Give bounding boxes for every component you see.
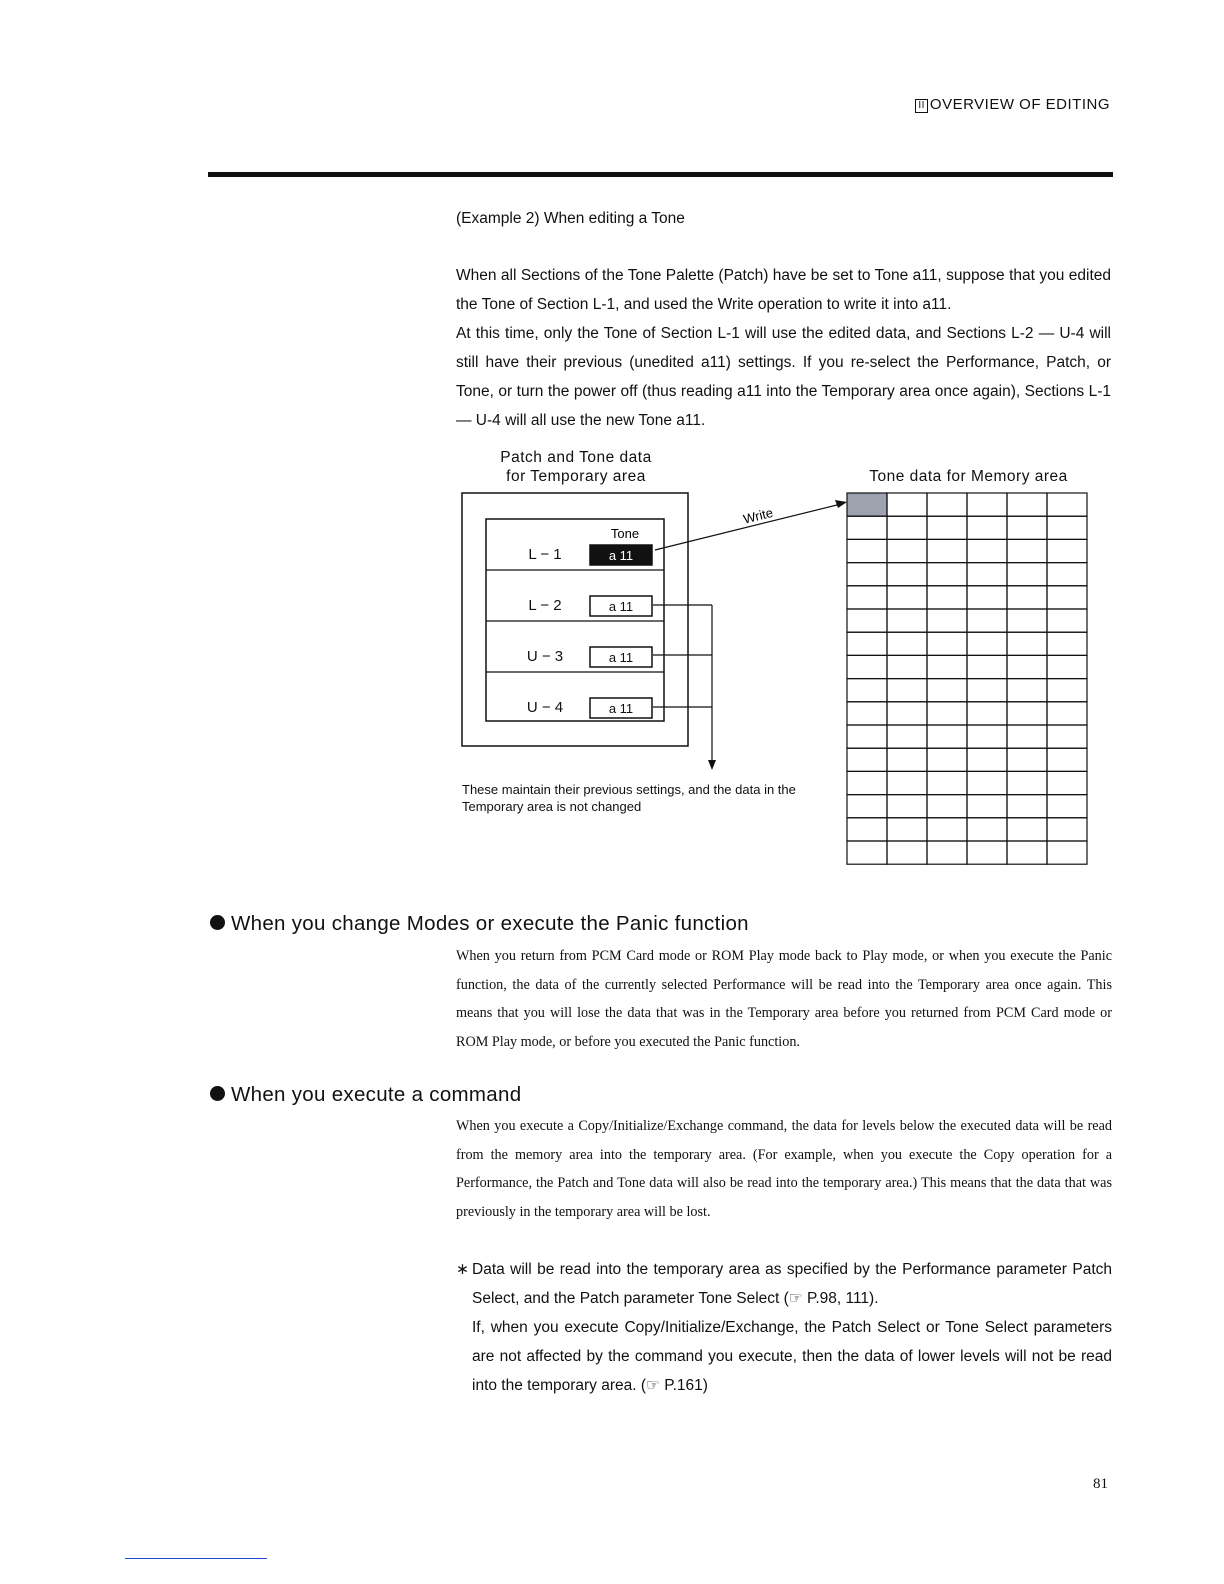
temporary-area-label [476,448,676,486]
heading-change-modes [210,912,749,936]
change-modes-body: When you return from PCM Card mode or ROM Play mode back to Play mode, or when you execute the Panic function, the data of the currently selected Performance will be read into the Temporary area once again. This means that you will lose the data that was in the Temporary area before you returned from PCM Card mode or ROM Play mode, or before you executed the Panic function. [456,948,1112,1050]
memory-grid [847,493,1087,864]
example-title: (Example 2) When editing a Tone [456,210,685,227]
memory-cell [927,818,967,841]
footnote-marker: ∗ [456,1261,469,1278]
memory-cell [847,679,887,702]
memory-cell [927,516,967,539]
memory-cell [887,795,927,818]
memory-cell [927,563,967,586]
memory-cell [847,586,887,609]
memory-cell [1047,702,1087,725]
memory-cell [887,725,927,748]
memory-cell [927,795,967,818]
memory-cell [1007,563,1047,586]
footer-link-line [125,1558,267,1559]
section-label-1: L − 2 [528,597,562,614]
memory-cell [887,493,927,516]
memory-cell [967,841,1007,864]
execute-command-body: When you execute a Copy/Initialize/Exchange command, the data for levels below the executed data will be read from the memory area into the temporary area. (For example, when you execute the Copy operation for a Performance, the Patch and Tone data will also be read into the temporary area.) This means that the data that was previously in the temporary area will be lost. [456,1118,1112,1220]
memory-cell [847,609,887,632]
memory-cell [967,679,1007,702]
page-header [915,96,1110,113]
memory-cell [1007,702,1047,725]
memory-cell [967,609,1007,632]
memory-cell [1007,609,1047,632]
tone-value-3: a 11 [608,701,634,716]
footnote [456,1255,1112,1400]
chapter-box-icon: II [915,99,928,113]
section-label-3: U − 4 [526,699,564,716]
memory-cell [887,539,927,562]
memory-cell [1007,795,1047,818]
heading-execute-command [210,1083,521,1107]
memory-cell [847,655,887,678]
memory-cell [847,841,887,864]
memory-cell [1007,586,1047,609]
memory-cell [887,609,927,632]
memory-cell [967,493,1007,516]
memory-cell [847,539,887,562]
memory-cell [1047,516,1087,539]
memory-cell [887,818,927,841]
memory-cell [887,841,927,864]
memory-cell [847,702,887,725]
memory-cell [1007,748,1047,771]
tone-value-1: a 11 [608,599,634,614]
section-label-0: L − 1 [528,546,562,563]
memory-cell [1047,539,1087,562]
memory-cell [967,586,1007,609]
memory-cell [967,516,1007,539]
bullet-icon [210,1086,225,1101]
memory-cell [967,795,1007,818]
memory-cell [967,655,1007,678]
memory-cell [1007,725,1047,748]
memory-cell [967,771,1007,794]
memory-cell [1007,818,1047,841]
memory-cell [927,586,967,609]
memory-cell [1047,655,1087,678]
memory-cell [1007,841,1047,864]
memory-cell [887,516,927,539]
memory-cell [967,539,1007,562]
memory-cell [887,563,927,586]
memory-cell [1047,725,1087,748]
memory-cell [887,679,927,702]
write-arrow-icon [835,500,847,508]
memory-cell [887,771,927,794]
memory-cell [967,818,1007,841]
memory-cell [927,702,967,725]
down-arrow-icon [708,760,716,770]
memory-cell [927,841,967,864]
memory-cell [1047,632,1087,655]
heading-change-modes-text: When you change Modes or execute the Panic function [231,912,749,935]
memory-cell [927,609,967,632]
memory-cell [847,632,887,655]
example-paragraph-2: At this time, only the Tone of Section L-1 will use the edited data, and Sections L-2 — U-4 will still have their previous (unedited a11) settings. If you re-select the Performance, Patch, or Tone, or turn the power off (thus reading a11 into the Temporary area once again), Sections L-1 — U-4 will all use the new Tone a11. [456,325,1111,429]
memory-cell [1007,493,1047,516]
write-label: Write [741,504,775,527]
memory-cell [847,748,887,771]
heading-execute-command-text: When you execute a command [231,1083,522,1106]
memory-cell [887,655,927,678]
memory-cell [1047,795,1087,818]
memory-cell [1047,841,1087,864]
memory-cell [887,748,927,771]
memory-cell [847,516,887,539]
memory-area-label: Tone data for Memory area [869,468,1068,485]
memory-cell [927,771,967,794]
memory-cell [1007,632,1047,655]
memory-cell [967,702,1007,725]
memory-cell [847,818,887,841]
memory-cell [1047,748,1087,771]
example-paragraph-1: When all Sections of the Tone Palette (Patch) have be set to Tone a11, suppose that you edited the Tone of Section L-1, and used the Write operation to write it into a11. [456,267,1111,313]
memory-cell [927,748,967,771]
memory-cell [847,725,887,748]
memory-cell [1047,771,1087,794]
memory-cell [967,563,1007,586]
memory-cell [967,748,1007,771]
memory-cell [927,632,967,655]
memory-cell [1007,771,1047,794]
memory-cell [887,586,927,609]
bullet-icon [210,915,225,930]
temporary-area-frame [462,493,688,746]
temporary-area-label-line2: for Temporary area [506,468,646,485]
header-title: OVERVIEW OF EDITING [929,96,1110,113]
footnote-line-2: If, when you execute Copy/Initialize/Exchange, the Patch Select or Tone Select parameters are not affected by the command you execute, then the data of lower levels will not be read into the temporary area. (☞ P.161) [472,1319,1112,1394]
memory-cell [887,702,927,725]
memory-cell [927,679,967,702]
memory-cell [1047,609,1087,632]
memory-cell [1047,679,1087,702]
tone-value-2: a 11 [608,650,634,665]
diagram-note: These maintain their previous settings, and the data in the Temporary area is not changed [462,782,796,814]
section-label-2: U − 3 [526,648,564,665]
memory-cell [927,539,967,562]
memory-cell [1007,539,1047,562]
memory-cell [1047,586,1087,609]
memory-cell [847,493,887,516]
memory-cell [1047,493,1087,516]
tone-column-header: Tone [610,526,640,541]
memory-cell [1047,818,1087,841]
header-rule [208,172,1113,177]
memory-cell [967,725,1007,748]
tone-write-diagram [455,488,1095,883]
memory-cell [887,632,927,655]
memory-cell [1007,516,1047,539]
memory-cell [847,795,887,818]
temporary-area-label-line1: Patch and Tone data [500,449,652,466]
memory-cell [967,632,1007,655]
memory-cell [927,493,967,516]
footnote-line-1: Data will be read into the temporary area as specified by the Performance parameter Patch Select, and the Patch parameter Tone Select (☞ P.98, 111). [472,1261,1112,1307]
memory-cell [1007,655,1047,678]
memory-cell [927,655,967,678]
page-number: 81 [1093,1476,1108,1492]
memory-cell [847,771,887,794]
memory-cell [1007,679,1047,702]
memory-cell [847,563,887,586]
memory-cell [927,725,967,748]
tone-value-0: a 11 [608,548,634,563]
memory-cell [1047,563,1087,586]
